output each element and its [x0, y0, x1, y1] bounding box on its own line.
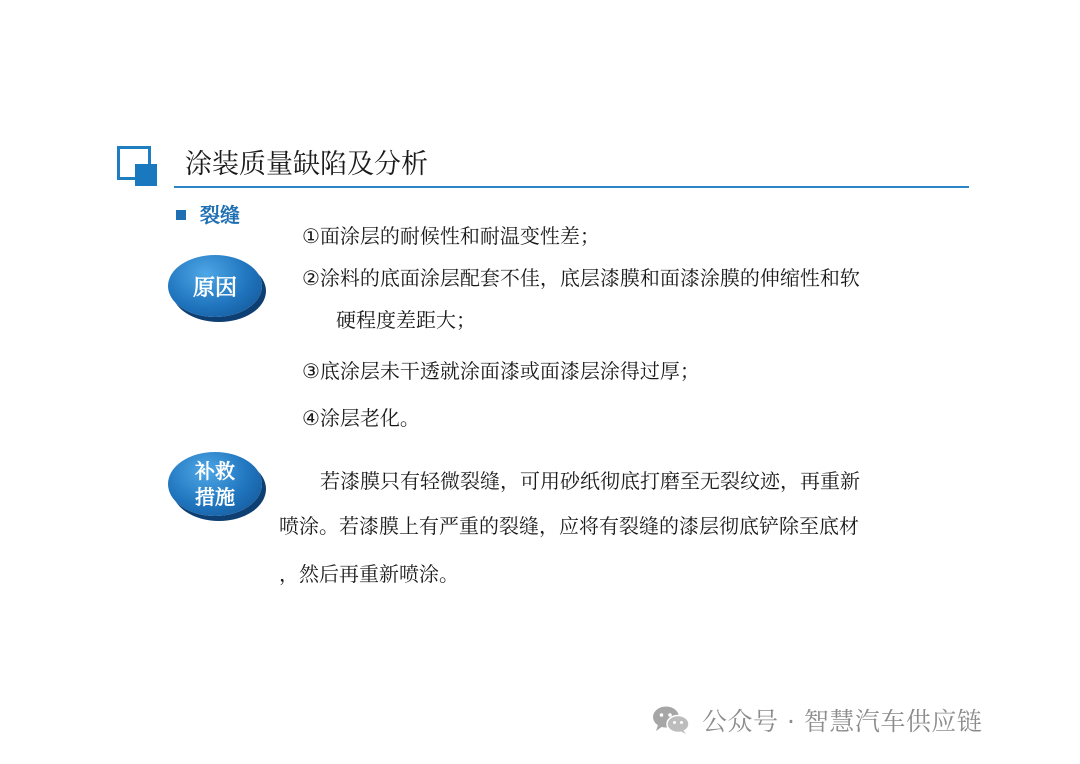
- wechat-icon: [652, 705, 690, 735]
- reason-badge-label: 原因: [192, 275, 237, 301]
- remedy-text-line-3: ，然后再重新喷涂。: [279, 562, 459, 586]
- reason-item-2-continued: 硬程度差距大；: [336, 308, 476, 332]
- remedy-badge: [168, 452, 262, 516]
- reason-item-3: ③底涂层未干透就涂面漆或面漆层涂得过厚；: [302, 359, 700, 383]
- reason-item-2: ②涂料的底面涂层配套不佳，底层漆膜和面漆涂膜的伸缩性和软: [302, 266, 860, 290]
- section-label: 裂缝: [200, 203, 240, 227]
- title-underline: [174, 186, 969, 188]
- page-title: 涂装质量缺陷及分析: [185, 149, 428, 180]
- remedy-text-line-1: 若漆膜只有轻微裂缝，可用砂纸彻底打磨至无裂纹迹，再重新: [320, 469, 860, 493]
- watermark-text: 公众号 · 智慧汽车供应链: [702, 707, 983, 736]
- reason-item-4: ④涂层老化。: [302, 406, 420, 430]
- watermark: [652, 702, 982, 738]
- section-bullet-icon: [176, 210, 186, 220]
- remedy-badge-line-1: 补救: [195, 459, 235, 483]
- remedy-text-line-2: 喷涂。若漆膜上有严重的裂缝，应将有裂缝的漆层彻底铲除至底材: [279, 514, 859, 538]
- remedy-badge-line-2: 措施: [195, 485, 235, 509]
- title-square-icon: [117, 146, 159, 188]
- reason-item-1: ①面涂层的耐候性和耐温变性差；: [302, 224, 600, 248]
- reason-badge: [168, 255, 262, 317]
